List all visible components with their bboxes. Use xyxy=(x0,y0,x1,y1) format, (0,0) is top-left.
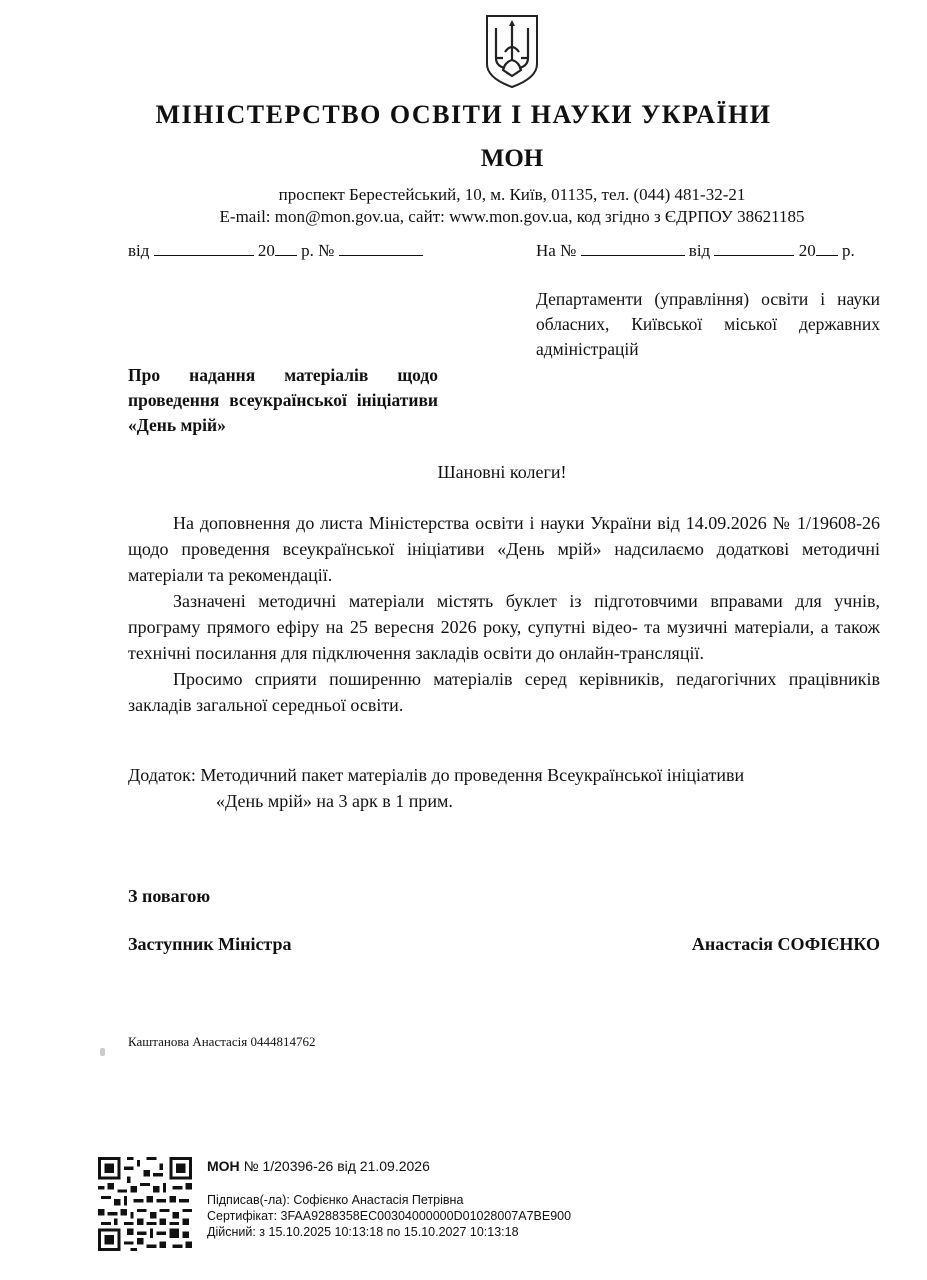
signed-by: Підписав(-ла): Софієнко Анастасія Петрівна xyxy=(207,1193,464,1207)
date-blank xyxy=(154,241,254,256)
validity: Дійсний: з 15.10.2025 10:13:18 по 15.10.2027 10:13:18 xyxy=(207,1225,519,1239)
appendix-line: «День мрій» на 3 арк в 1 прим. xyxy=(216,791,453,811)
e-signature-stamp xyxy=(207,1158,571,1240)
qr-code-icon xyxy=(98,1157,192,1251)
outgoing-number-field: від 20 р. № xyxy=(128,241,423,261)
signer-position: Заступник Міністра xyxy=(128,934,292,954)
ministry-address xyxy=(0,184,927,228)
letter-body xyxy=(128,510,880,718)
closing-regards: З повагою xyxy=(128,886,211,906)
appendix xyxy=(128,762,888,814)
executor-info: Каштанова Анастасія 0444814762 xyxy=(128,1034,316,1049)
body-paragraph: На доповнення до листа Міністерства освіти і науки України від 14.09.2026 № 1/19608-26 щодо проведення всеукраїнської ініціативи «День мрій» надсилаємо додаткові методичні матеріали та рекомендації. xyxy=(128,513,880,585)
contacts-line: E-mail: mon@mon.gov.ua, сайт: www.mon.gov.ua, код згідно з ЄДРПОУ 38621185 xyxy=(219,207,805,226)
ministry-abbreviation: МОН xyxy=(480,145,544,172)
address-line: проспект Берестейський, 10, м. Київ, 01135, тел. (044) 481-32-21 xyxy=(278,185,746,204)
recipient-block: Департаменти (управління) освіти і науки обласних, Київської міської державних адміністрацій xyxy=(536,289,880,359)
date-blank xyxy=(714,241,794,256)
number-blank xyxy=(581,241,685,256)
body-paragraph: Зазначені методичні матеріали містять буклет із підготовчими вправами для учнів, програму прямого ефіру на 25 вересня 2026 року, супутні відео- та музичні матеріали, а також технічні посилання для підключення закладів освіти до онлайн-трансляції. xyxy=(128,591,880,663)
number-blank xyxy=(339,241,423,256)
greeting: Шановні колеги! xyxy=(437,462,567,482)
incoming-number-field: На № від 20 р. xyxy=(536,241,855,260)
ministry-title: МІНІСТЕРСТВО ОСВІТИ І НАУКИ УКРАЇНИ xyxy=(155,100,772,129)
body-paragraph: Просимо сприяти поширенню матеріалів серед керівників, педагогічних працівників закладів загальної середньої освіти. xyxy=(128,669,880,715)
appendix-line: Додаток: Методичний пакет матеріалів до проведення Всеукраїнської ініціативи xyxy=(128,765,745,785)
scan-artifact xyxy=(100,1048,105,1056)
year-blank xyxy=(275,241,297,256)
registration-line xyxy=(207,1158,571,1174)
signer-name: Анастасія СОФІЄНКО xyxy=(691,934,880,954)
stamp-org: МОН xyxy=(207,1158,240,1174)
coat-of-arms-icon xyxy=(483,12,541,90)
letter-subject: Про надання матеріалів щодо проведення всеукраїнської ініціативи «День мрій» xyxy=(128,365,438,435)
registration-number: № 1/20396-26 від 21.09.2026 xyxy=(243,1158,430,1174)
certificate: Сертифікат: 3FAA9288358EC00304000000D01028007A7BE900 xyxy=(207,1209,572,1223)
year-blank xyxy=(816,241,838,256)
